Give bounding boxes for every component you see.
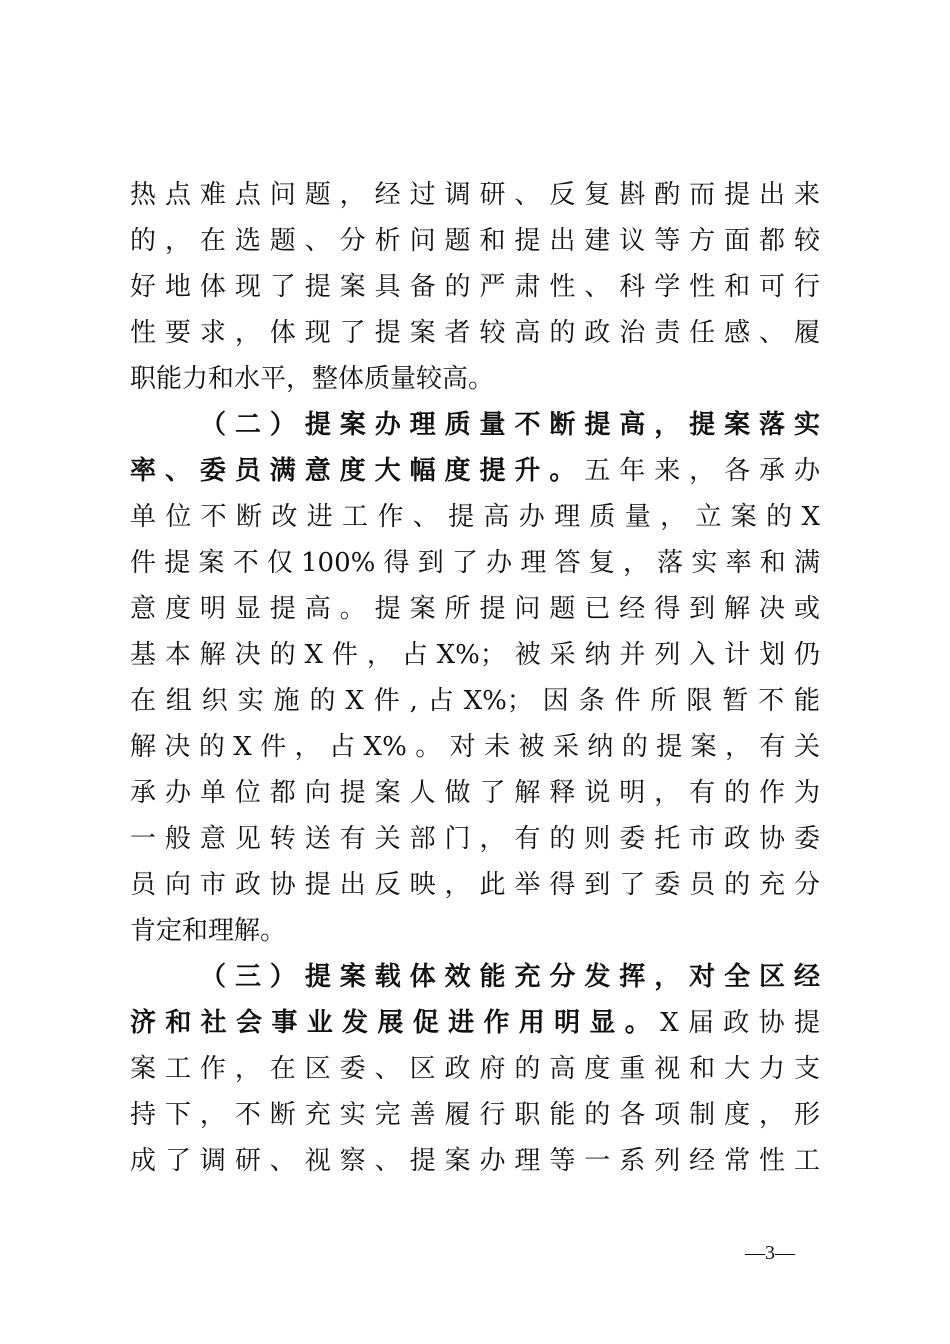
body-text-line: 肯定和理解。 (130, 916, 287, 946)
section-heading-2: （二）提案办理质量不断提高，提案落实 (200, 410, 820, 440)
body-text-line: 一般意见转送有关部门，有的则委托市政协委 (130, 824, 820, 854)
body-text-line: 意度明显提高。提案所提问题已经得到解决或 (130, 594, 820, 624)
body-text-line: 案工作，在区委、区政府的高度重视和大力支 (130, 1054, 820, 1084)
body-text-line: 性要求，体现了提案者较高的政治责任感、履 (130, 318, 820, 348)
body-text-line: 持下，不断充实完善履行职能的各项制度，形 (130, 1100, 820, 1130)
body-text-line: 热点难点问题，经过调研、反复斟酌而提出来 (130, 180, 820, 210)
body-text-line: 职能力和水平，整体质量较高。 (130, 364, 495, 394)
body-text-line: 解决的X件，占X%。对未被采纳的提案，有关 (130, 732, 820, 762)
section-heading-3: （三）提案载体效能充分发挥，对全区经 (200, 962, 820, 992)
section-heading-3-text-part: X届政协提 (660, 1008, 820, 1038)
body-text-line: 件提案不仅100%得到了办理答复，落实率和满 (130, 548, 820, 578)
body-text-line: 的，在选题、分析问题和提出建议等方面都较 (130, 226, 820, 256)
body-text-line: 成了调研、视察、提案办理等一系列经常性工 (130, 1146, 820, 1176)
body-text-line: 在组织实施的X件,占X%；因条件所限暂不能 (130, 686, 820, 716)
section-heading-2-bold-part: 率、委员满意度大幅度提升。 (130, 456, 585, 486)
section-heading-2-text-part: 五年来，各承办 (584, 456, 820, 486)
section-heading-3-bold-part: 济和社会事业发展促进作用明显。 (130, 1008, 661, 1038)
body-text-line: 承办单位都向提案人做了解释说明，有的作为 (130, 778, 820, 808)
body-text-line: 好地体现了提案具备的严肃性、科学性和可行 (130, 272, 820, 302)
body-text-line: 单位不断改进工作、提高办理质量，立案的X (130, 502, 820, 532)
section-heading-3-continued (130, 1000, 820, 1046)
body-text-line: 员向市政协提出反映，此举得到了委员的充分 (130, 870, 820, 900)
section-heading-2-continued (130, 448, 820, 494)
page-number: —3— (745, 1242, 795, 1264)
body-text-line: 基本解决的X件，占X%；被采纳并列入计划仍 (130, 640, 820, 670)
